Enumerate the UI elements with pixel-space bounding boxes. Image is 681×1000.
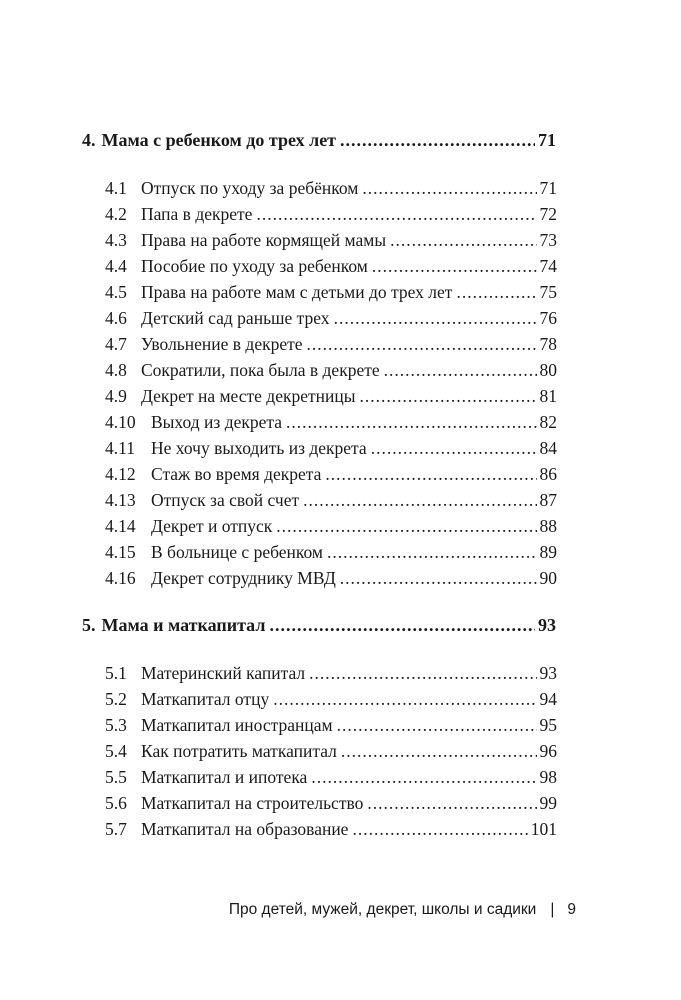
section-page: 74 bbox=[539, 256, 557, 276]
toc-entry[interactable] bbox=[105, 333, 557, 355]
section-number: 4.9 bbox=[105, 386, 127, 406]
section-title: Декрет на месте декретницы bbox=[141, 386, 356, 406]
toc-entry[interactable] bbox=[105, 688, 557, 710]
toc-entry[interactable] bbox=[105, 229, 557, 251]
toc-entry[interactable] bbox=[105, 818, 557, 840]
section-title: Отпуск за свой счет bbox=[151, 490, 300, 510]
section-page: 78 bbox=[539, 334, 557, 354]
section-page: 90 bbox=[539, 568, 557, 588]
section-page: 84 bbox=[539, 438, 557, 458]
section-title: Выход из декрета bbox=[151, 412, 283, 432]
toc-entry[interactable] bbox=[105, 411, 557, 433]
section-page: 98 bbox=[539, 767, 557, 787]
page-number: 9 bbox=[567, 901, 576, 918]
chapter-heading[interactable] bbox=[82, 614, 556, 636]
section-title: Маткапитал и ипотека bbox=[141, 767, 308, 787]
section-page: 75 bbox=[539, 282, 557, 302]
section-title: Маткапитал иностранцам bbox=[141, 715, 333, 735]
toc-entry[interactable] bbox=[105, 740, 557, 762]
section-number: 4.1 bbox=[105, 178, 127, 198]
section-title: Пособие по уходу за ребенком bbox=[141, 256, 368, 276]
dot-leader bbox=[371, 437, 537, 459]
section-page: 88 bbox=[539, 516, 557, 536]
section-number: 4.5 bbox=[105, 282, 127, 302]
dot-leader bbox=[334, 307, 537, 329]
section-number: 5.1 bbox=[105, 663, 127, 683]
chapter-title: Мама и маткапитал bbox=[101, 615, 266, 635]
section-title: Материнский капитал bbox=[141, 663, 306, 683]
dot-leader bbox=[309, 662, 536, 684]
page-footer bbox=[0, 901, 576, 919]
section-number: 4.6 bbox=[105, 308, 127, 328]
section-title: Маткапитал на строительство bbox=[141, 793, 364, 813]
section-page: 76 bbox=[539, 308, 557, 328]
section-title: Права на работе кормящей мамы bbox=[141, 230, 387, 250]
section-number: 5.3 bbox=[105, 715, 127, 735]
toc-entry[interactable] bbox=[105, 792, 557, 814]
section-title: Декрет и отпуск bbox=[151, 516, 273, 536]
section-page: 101 bbox=[530, 819, 557, 839]
dot-leader bbox=[256, 203, 536, 225]
section-number: 4.15 bbox=[105, 542, 136, 562]
toc-entry[interactable] bbox=[105, 307, 557, 329]
section-number: 5.2 bbox=[105, 689, 127, 709]
toc-entry[interactable] bbox=[105, 766, 557, 788]
chapter-heading[interactable] bbox=[82, 129, 556, 151]
section-title: Сократили, пока была в декрете bbox=[141, 360, 380, 380]
dot-leader bbox=[362, 177, 536, 199]
section-number: 4.16 bbox=[105, 568, 136, 588]
chapter-page: 71 bbox=[538, 130, 556, 150]
dot-leader bbox=[276, 515, 536, 537]
chapter-number: 4. bbox=[82, 130, 96, 150]
dot-leader bbox=[311, 766, 536, 788]
section-number: 4.4 bbox=[105, 256, 127, 276]
section-page: 94 bbox=[539, 689, 557, 709]
section-number: 4.7 bbox=[105, 334, 127, 354]
dot-leader bbox=[269, 614, 535, 636]
dot-leader bbox=[327, 541, 537, 563]
section-title: Не хочу выходить из декрета bbox=[151, 438, 367, 458]
section-page: 96 bbox=[539, 741, 557, 761]
dot-leader bbox=[340, 129, 535, 151]
section-title: Стаж во время декрета bbox=[151, 464, 322, 484]
section-page: 95 bbox=[539, 715, 557, 735]
section-page: 80 bbox=[539, 360, 557, 380]
dot-leader bbox=[384, 359, 537, 381]
toc-entry[interactable] bbox=[105, 281, 557, 303]
section-title: Права на работе мам с детьми до трех лет bbox=[141, 282, 453, 302]
section-number: 5.6 bbox=[105, 793, 127, 813]
section-title: Маткапитал на образование bbox=[141, 819, 349, 839]
section-page: 71 bbox=[539, 178, 557, 198]
section-title: Увольнение в декрете bbox=[141, 334, 303, 354]
section-number: 4.13 bbox=[105, 490, 136, 510]
section-number: 4.10 bbox=[105, 412, 136, 432]
toc-entry[interactable] bbox=[105, 567, 557, 589]
footer-separator: | bbox=[550, 901, 555, 918]
chapter-page: 93 bbox=[538, 615, 556, 635]
section-title: Отпуск по уходу за ребёнком bbox=[141, 178, 359, 198]
chapter-number: 5. bbox=[82, 615, 96, 635]
dot-leader bbox=[372, 255, 537, 277]
section-page: 89 bbox=[539, 542, 557, 562]
dot-leader bbox=[352, 818, 527, 840]
section-page: 93 bbox=[539, 663, 557, 683]
section-page: 82 bbox=[539, 412, 557, 432]
dot-leader bbox=[456, 281, 536, 303]
section-number: 4.12 bbox=[105, 464, 136, 484]
toc-entry[interactable] bbox=[105, 662, 557, 684]
section-page: 87 bbox=[539, 490, 557, 510]
dot-leader bbox=[341, 740, 537, 762]
section-title: Маткапитал отцу bbox=[141, 689, 270, 709]
toc-entry[interactable] bbox=[105, 255, 557, 277]
section-number: 5.4 bbox=[105, 741, 127, 761]
toc-entry[interactable] bbox=[105, 437, 557, 459]
toc-entry[interactable] bbox=[105, 177, 557, 199]
section-page: 99 bbox=[539, 793, 557, 813]
toc-entry[interactable] bbox=[105, 541, 557, 563]
dot-leader bbox=[360, 385, 537, 407]
dot-leader bbox=[303, 489, 536, 511]
running-title: Про детей, мужей, декрет, школы и садики bbox=[228, 901, 537, 918]
section-title: В больнице с ребенком bbox=[151, 542, 323, 562]
section-page: 81 bbox=[539, 386, 557, 406]
section-number: 4.2 bbox=[105, 204, 127, 224]
section-number: 5.5 bbox=[105, 767, 127, 787]
dot-leader bbox=[337, 714, 537, 736]
toc-entry[interactable] bbox=[105, 515, 557, 537]
dot-leader bbox=[307, 333, 537, 355]
toc-entry[interactable] bbox=[105, 714, 557, 736]
toc-entry[interactable] bbox=[105, 203, 557, 225]
toc-entry[interactable] bbox=[105, 489, 557, 511]
toc-entry[interactable] bbox=[105, 359, 557, 381]
section-number: 4.11 bbox=[105, 438, 135, 458]
dot-leader bbox=[367, 792, 536, 814]
dot-leader bbox=[390, 229, 536, 251]
section-title: Как потратить маткапитал bbox=[141, 741, 337, 761]
section-page: 73 bbox=[539, 230, 557, 250]
dot-leader bbox=[273, 688, 536, 710]
section-page: 72 bbox=[539, 204, 557, 224]
section-number: 4.14 bbox=[105, 516, 136, 536]
section-number: 4.3 bbox=[105, 230, 127, 250]
section-title: Папа в декрете bbox=[141, 204, 253, 224]
dot-leader bbox=[325, 463, 536, 485]
dot-leader bbox=[286, 411, 536, 433]
section-page: 86 bbox=[539, 464, 557, 484]
section-title: Декрет сотруднику МВД bbox=[151, 568, 336, 588]
section-title: Детский сад раньше трех bbox=[141, 308, 330, 328]
section-number: 5.7 bbox=[105, 819, 127, 839]
toc-entry[interactable] bbox=[105, 463, 557, 485]
chapter-title: Мама с ребенком до трех лет bbox=[101, 130, 337, 150]
section-number: 4.8 bbox=[105, 360, 127, 380]
dot-leader bbox=[340, 567, 537, 589]
toc-entry[interactable] bbox=[105, 385, 557, 407]
